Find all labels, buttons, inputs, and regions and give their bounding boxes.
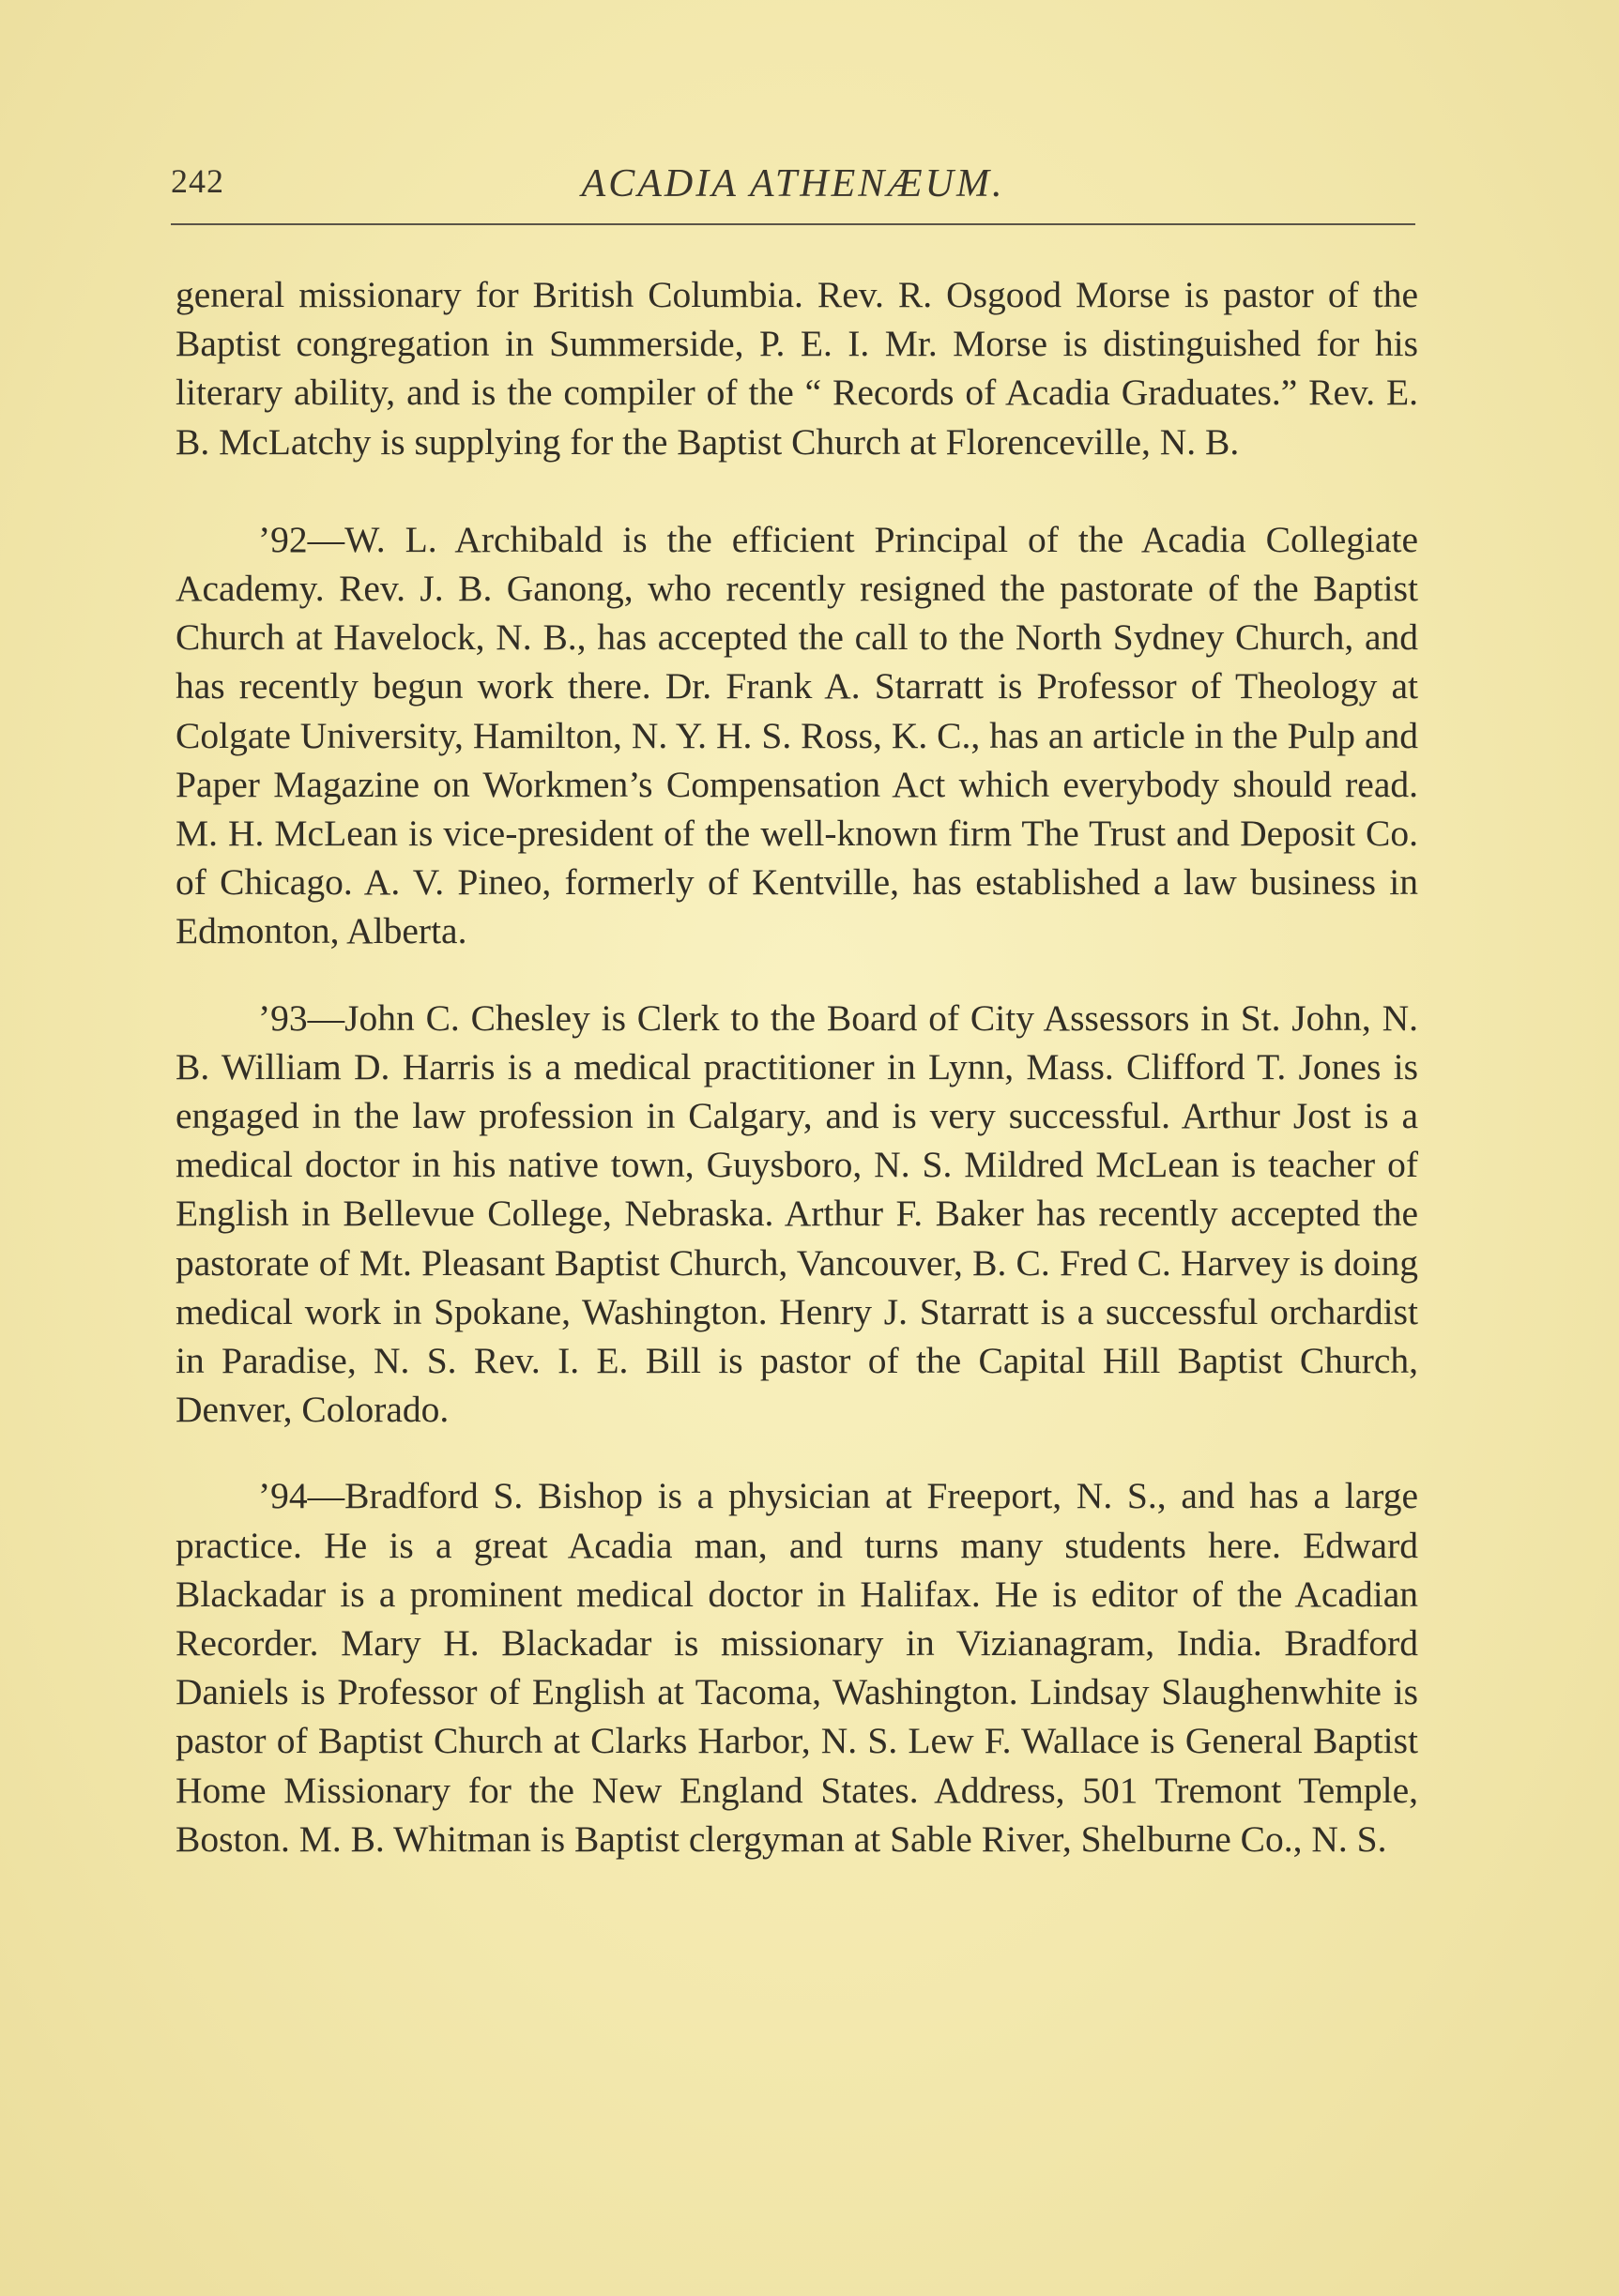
paragraph-class-93: ’93—John C. Chesley is Clerk to the Board of City Assessors in St. John, N. B. William D. Harris is a medical practitioner in Lynn, Mass. Clifford T. Jones is engaged in the law profession in Calgary, and is very successful. Arthur Jost is a medical doctor in his native town, Guysboro, N. S. Mildred McLean is teacher of English in Bellevue College, Nebraska. Arthur F. Baker has recently accepted the pastorate of Mt. Pleasant Baptist Church, Vancouver, B. C. Fred C. Harvey is doing medical work in Spokane, Washington. Henry J. Starratt is a successful orchardist in Paradise, N. S. Rev. I. E. Bill is pastor of the Capital Hill Baptist Church, Denver, Colorado.: [176, 996, 1418, 1431]
header-rule: [171, 223, 1415, 225]
paragraph-continued: general missionary for British Columbia. Rev. R. Osgood Morse is pastor of the Baptist congregation in Summerside, P. E. I. Mr. Morse is distinguished for his literary ability, and is the compiler of the “ Records of Acadia Graduates.” Rev. E. B. McLatchy is supplying for the Baptist Church at Florenceville, N. B.: [176, 274, 1418, 463]
page-header: [171, 161, 1415, 218]
paragraph-class-94: ’94—Bradford S. Bishop is a physician at Freeport, N. S., and has a large practice. He is a great Acadia man, and turns many students here. Edward Blackadar is a prominent medical doctor in Halifax. He is editor of the Acadian Recorder. Mary H. Blackadar is missionary in Vizianagram, India. Bradford Daniels is Professor of English at Tacoma, Washington. Lindsay Slaughenwhite is pastor of Baptist Church at Clarks Harbor, N. S. Lew F. Wallace is General Baptist Home Missionary for the New England States. Address, 501 Tremont Temple, Boston. M. B. Whitman is Baptist clergyman at Sable River, Shelburne Co., N. S.: [176, 1475, 1418, 1860]
running-title: ACADIA ATHENÆUM.: [581, 162, 1005, 205]
article-body: [176, 270, 1418, 1863]
paragraph-class-92: ’92—W. L. Archibald is the efficient Principal of the Acadia Collegiate Academy. Rev. J. B. Ganong, who recently resigned the pastorate of the Baptist Church at Havelock, N. B., has accepted the call to the North Sydney Church, and has recently begun work there. Dr. Frank A. Starratt is Professor of Theology at Colgate University, Hamilton, N. Y. H. S. Ross, K. C., has an article in the Pulp and Paper Magazine on Workmen’s Compensation Act which everybody should read. M. H. McLean is vice-president of the well-known firm The Trust and Deposit Co. of Chicago. A. V. Pineo, formerly of Kentville, has established a law business in Edmonton, Alberta.: [176, 518, 1418, 952]
page-number: 242: [171, 162, 224, 200]
